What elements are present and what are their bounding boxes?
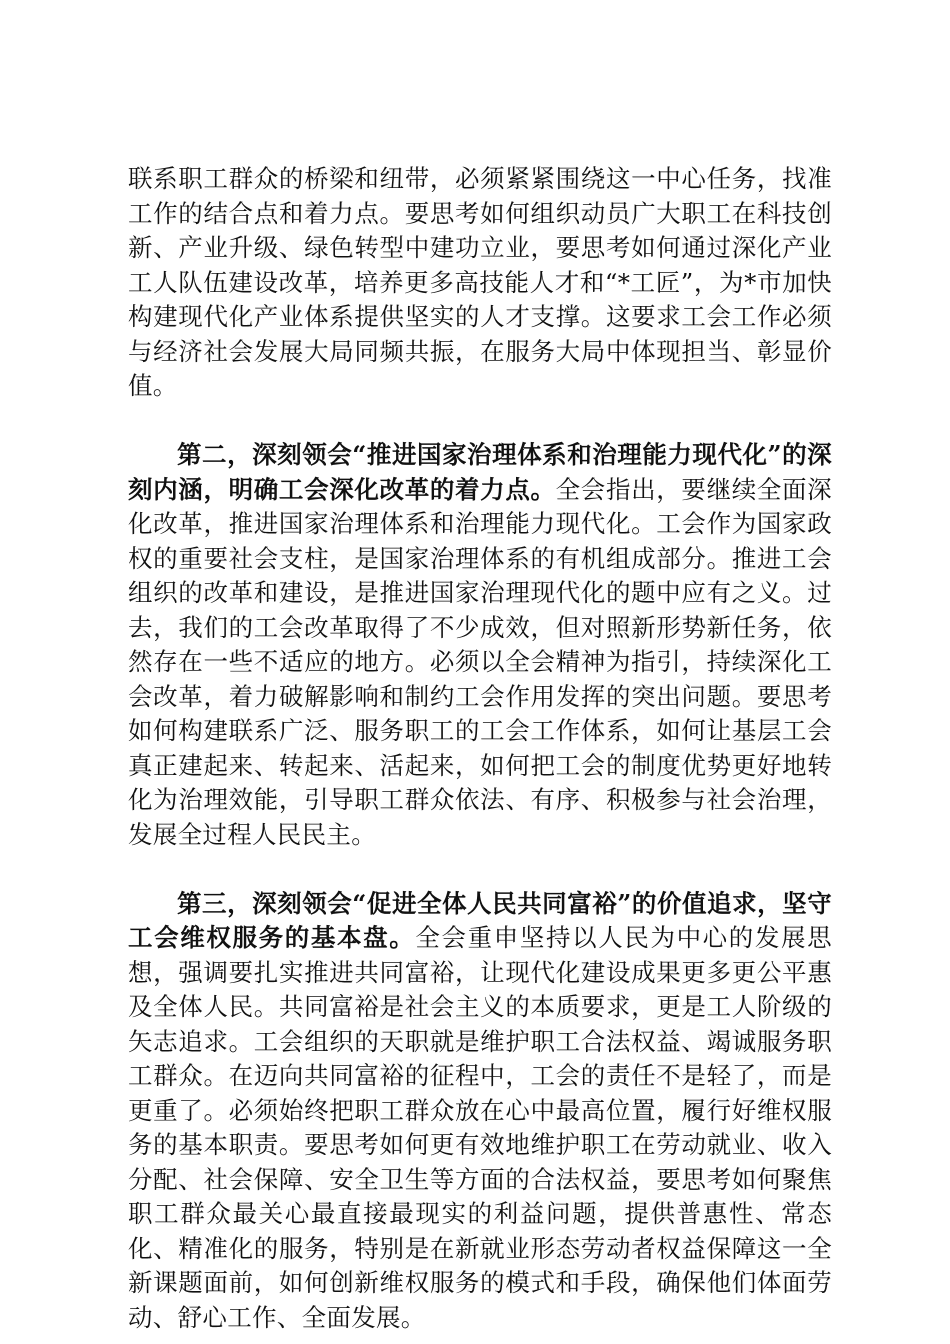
paragraph-lead: 第二，深刻领会“推进国家治理体系和治理能力现代化”的深刻内涵，明确工会深化改革的着力点。: [128, 440, 832, 504]
paragraph-body: 联系职工群众的桥梁和纽带，必须紧紧围绕这一中心任务，找准工作的结合点和着力点。要思考如何组织动员广大职工在科技创新、产业升级、绿色转型中建功立业，要思考如何通过深化产业工人队伍建设改革，培养更多高技能人才和“*工匠”，为*市加快构建现代化产业体系提供坚实的人才支撑。这要求工会工作必须与经济社会发展大局同频共振，在服务大局中体现担当、彰显价值。: [128, 164, 832, 400]
paragraph-spacer: [128, 852, 832, 887]
paragraph-body: 全会指出，要继续全面深化改革，推进国家治理体系和治理能力现代化。工会作为国家政权的重要社会支柱，是国家治理体系的有机组成部分。推进工会组织的改革和建设，是推进国家治理现代化的题中应有之义。过去，我们的工会改革取得了不少成效，但对照新形势新任务，依然存在一些不适应的地方。必须以全会精神为指引，持续深化工会改革，着力破解影响和制约工会作用发挥的突出问题。要思考如何构建联系广泛、服务职工的工会工作体系，如何让基层工会真正建起来、转起来、活起来，如何把工会的制度优势更好地转化为治理效能，引导职工群众依法、有序、积极参与社会治理，发展全过程人民民主。: [128, 474, 832, 849]
paragraph-body: 全会重申坚持以人民为中心的发展思想，强调要扎实推进共同富裕，让现代化建设成果更多更公平惠及全体人民。共同富裕是社会主义的本质要求，更是工人阶级的矢志追求。工会组织的天职就是维护职工合法权益、竭诚服务职工群众。在迈向共同富裕的征程中，工会的责任不是轻了，而是更重了。必须始终把职工群众放在心中最高位置，履行好维权服务的基本职责。要思考如何更有效地维护职工在劳动就业、收入分配、社会保障、安全卫生等方面的合法权益，要思考如何聚焦职工群众最关心最直接最现实的利益问题，提供普惠性、常态化、精准化的服务，特别是在新就业形态劳动者权益保障这一全新课题面前，如何创新维权服务的模式和手段，确保他们体面劳动、舒心工作、全面发展。: [128, 923, 832, 1332]
paragraph-third: [128, 887, 832, 1336]
paragraph-lead: 第三，深刻领会“促进全体人民共同富裕”的价值追求，坚守工会维权服务的基本盘。: [128, 888, 832, 952]
paragraph-spacer: [128, 404, 832, 439]
document-page: [128, 162, 832, 1335]
paragraph-second: [128, 438, 832, 852]
paragraph-continuation: [128, 162, 832, 404]
